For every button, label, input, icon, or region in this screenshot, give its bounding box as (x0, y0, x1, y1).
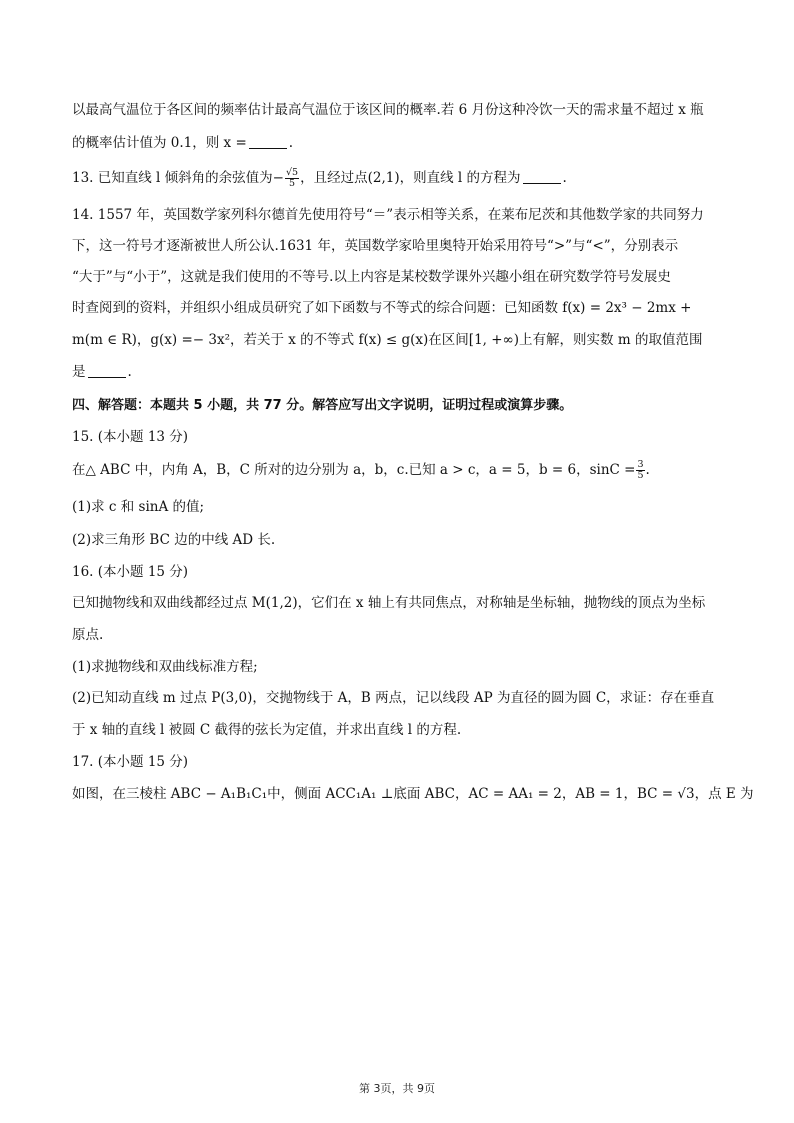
text-span: 的概率估计值为 0.1，则 x = (72, 135, 247, 151)
question-15-line (72, 460, 732, 481)
question-13 (72, 168, 732, 189)
question-16-line: 于 x 轴的直线 l 被圆 C 截得的弦长为定值，并求出直线 l 的方程. (72, 722, 462, 738)
text-line (72, 133, 732, 153)
answer-blank (523, 170, 561, 184)
text-span: 是 (72, 364, 86, 380)
question-14-line: 14. 1557 年，英国数学家列科尔德首先使用符号“＝”表示相等关系，在莱布尼茨和其他数学家的共同努力 (72, 207, 704, 223)
question-14-line: “大于”与“小于”，这就是我们使用的不等号.以上内容是某校数学课外兴趣小组在研究数学符号发展史 (72, 269, 671, 285)
section-heading: 四、解答题：本题共 5 小题，共 77 分。解答应写出文字说明，证明过程或演算步骤。 (72, 398, 573, 413)
question-16-line: (2)已知动直线 m 过点 P(3,0)，交抛物线于 A，B 两点，记以线段 AP 为直径的圆为圆 C，求证：存在垂直 (72, 690, 715, 706)
answer-blank (249, 135, 287, 149)
fraction (285, 168, 299, 189)
text-span: 13. 已知直线 l 倾斜角的余弦值为− (72, 170, 284, 186)
page-footer: 第 3页，共 9页 (359, 1082, 435, 1095)
question-14-line: m(m ∈ R)，g(x) =− 3x²，若关于 x 的不等式 f(x) ≤ g(x)在区间[1, +∞)上有解，则实数 m 的取值范围 (72, 332, 703, 348)
question-15-line: (1)求 c 和 sinA 的值; (72, 499, 205, 515)
text-span: . (288, 135, 294, 151)
fraction-denominator: 5 (637, 470, 644, 481)
text-line: 以最高气温位于各区间的频率估计最高气温位于该区间的概率.若 6 月份这种冷饮一天的需求量不超过 x 瓶 (72, 102, 704, 118)
question-14-line: 下，这一符号才逐渐被世人所公认.1631 年，英国数学家哈里奥特开始采用符号“>”与“<”，分别表示 (72, 238, 679, 254)
text-span: . (645, 462, 650, 478)
text-span: ，且经过点(2,1)，则直线 l 的方程为 (300, 170, 521, 186)
fraction (636, 460, 644, 481)
question-16-line: 已知抛物线和双曲线都经过点 M(1,2)，它们在 x 轴上有共同焦点，对称轴是坐标轴，抛物线的顶点为坐标 (72, 595, 706, 611)
question-17-line: 如图，在三棱柱 ABC − A₁B₁C₁中，侧面 ACC₁A₁ ⊥底面 ABC，AC = AA₁ = 2，AB = 1，BC = √3，点 E 为 (72, 786, 754, 802)
question-16-heading: 16. (本小题 15 分) (72, 564, 189, 580)
question-17-heading: 17. (本小题 15 分) (72, 754, 189, 770)
fraction-denominator: 5 (289, 178, 296, 189)
text-span: 在△ ABC 中，内角 A，B，C 所对的边分别为 a，b，c.已知 a > c，a = 5，b = 6，sinC = (72, 462, 636, 478)
question-15-heading: 15. (本小题 13 分) (72, 429, 189, 445)
fraction-numerator: √5 (285, 167, 299, 178)
question-14-line (72, 362, 732, 382)
question-16-line: (1)求抛物线和双曲线标准方程; (72, 659, 258, 675)
answer-blank (88, 364, 126, 378)
question-15-line: (2)求三角形 BC 边的中线 AD 长. (72, 532, 276, 548)
question-14-line: 时查阅到的资料，并组织小组成员研究了如下函数与不等式的综合问题：已知函数 f(x) = 2x³ − 2mx + (72, 300, 692, 316)
question-16-line: 原点. (72, 627, 104, 643)
text-span: . (127, 364, 132, 380)
fraction-numerator: 3 (637, 459, 644, 470)
text-span: . (562, 170, 567, 186)
